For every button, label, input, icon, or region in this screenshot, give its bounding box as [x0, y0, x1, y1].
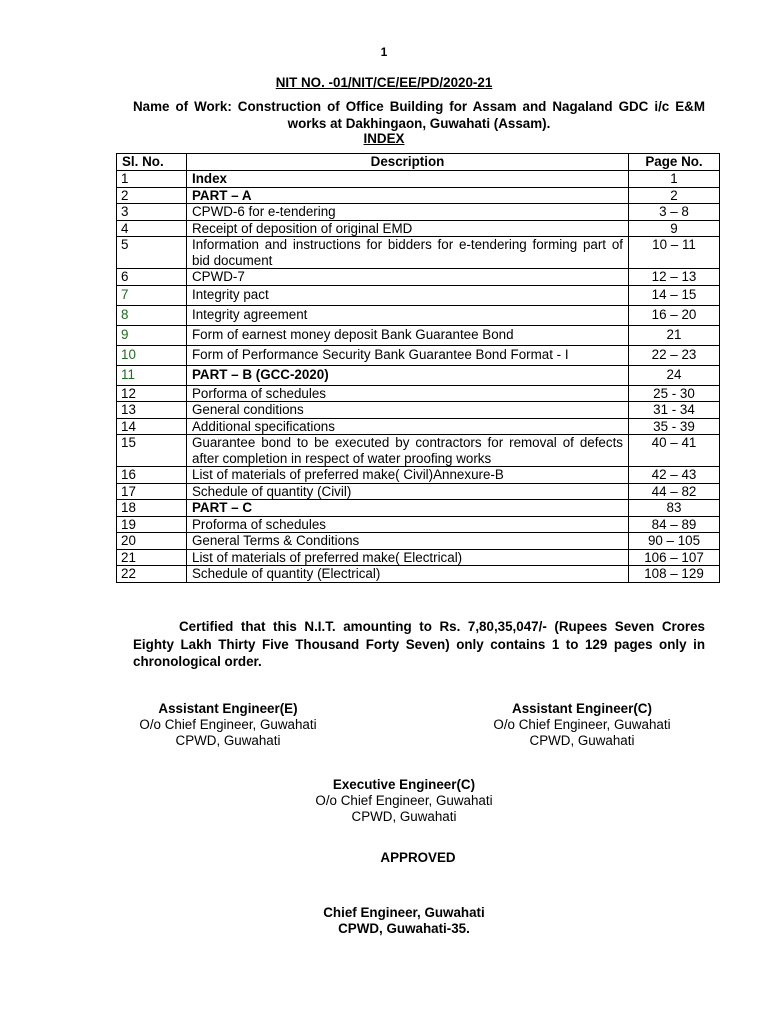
row-sl-no: 12	[117, 385, 187, 402]
signature-executive-engineer-c	[294, 777, 514, 825]
table-row	[117, 402, 720, 419]
header-description: Description	[187, 154, 629, 171]
signature-assistant-engineer-c	[472, 701, 692, 749]
row-description: Schedule of quantity (Electrical)	[187, 566, 629, 583]
row-sl-no: 11	[117, 365, 187, 385]
table-row	[117, 204, 720, 221]
row-page-no: 24	[629, 365, 720, 385]
row-sl-no: 1	[117, 171, 187, 188]
signatory-office: O/o Chief Engineer, Guwahati	[139, 717, 317, 732]
row-sl-no: 10	[117, 345, 187, 365]
table-row	[117, 533, 720, 550]
row-page-no: 16 – 20	[629, 305, 720, 325]
row-page-no: 21	[629, 325, 720, 345]
row-description: Information and instructions for bidders for e-tendering forming part of bid document	[187, 237, 629, 269]
row-description: General Terms & Conditions	[187, 533, 629, 550]
row-description: Integrity pact	[187, 285, 629, 305]
certification-text: Certified that this N.I.T. amounting to Rs. 7,80,35,047/- (Rupees Seven Crores Eighty Lakh Thirty Five Thousand Forty Seven) only contains 1 to 129 pages only in chronological order.	[133, 619, 705, 669]
row-sl-no: 6	[117, 269, 187, 286]
row-description: Guarantee bond to be executed by contractors for removal of defects after completion in respect of water proofing works	[187, 435, 629, 467]
row-sl-no: 7	[117, 285, 187, 305]
row-page-no: 10 – 11	[629, 237, 720, 269]
row-page-no: 44 – 82	[629, 483, 720, 500]
page-number: 1	[380, 45, 388, 59]
signatory-org: CPWD, Guwahati	[529, 733, 635, 748]
row-description: PART – B (GCC-2020)	[187, 365, 629, 385]
row-sl-no: 19	[117, 516, 187, 533]
row-page-no: 25 - 30	[629, 385, 720, 402]
row-page-no: 9	[629, 220, 720, 237]
signatory-org: CPWD, Guwahati-35.	[338, 921, 470, 936]
row-sl-no: 3	[117, 204, 187, 221]
row-sl-no: 18	[117, 500, 187, 517]
table-row	[117, 365, 720, 385]
index-table	[116, 153, 720, 583]
row-page-no: 83	[629, 500, 720, 517]
row-description: PART – C	[187, 500, 629, 517]
table-row	[117, 220, 720, 237]
row-page-no: 84 – 89	[629, 516, 720, 533]
row-page-no: 14 – 15	[629, 285, 720, 305]
table-row	[117, 187, 720, 204]
row-page-no: 108 – 129	[629, 566, 720, 583]
signatory-org: CPWD, Guwahati	[351, 809, 457, 824]
table-row	[117, 345, 720, 365]
signatory-office: O/o Chief Engineer, Guwahati	[315, 793, 493, 808]
index-table-body	[117, 171, 720, 583]
row-page-no: 3 – 8	[629, 204, 720, 221]
row-description: CPWD-6 for e-tendering	[187, 204, 629, 221]
row-sl-no: 8	[117, 305, 187, 325]
row-page-no: 1	[629, 171, 720, 188]
row-description: Form of earnest money deposit Bank Guarantee Bond	[187, 325, 629, 345]
row-description: List of materials of preferred make( Electrical)	[187, 549, 629, 566]
row-description: Proforma of schedules	[187, 516, 629, 533]
row-page-no: 31 - 34	[629, 402, 720, 419]
signature-chief-engineer	[294, 905, 514, 937]
table-header-row	[117, 154, 720, 171]
row-page-no: 106 – 107	[629, 549, 720, 566]
row-sl-no: 14	[117, 418, 187, 435]
row-description: Integrity agreement	[187, 305, 629, 325]
row-sl-no: 5	[117, 237, 187, 269]
row-description: Porforma of schedules	[187, 385, 629, 402]
table-row	[117, 467, 720, 484]
table-row	[117, 269, 720, 286]
row-page-no: 40 – 41	[629, 435, 720, 467]
table-row	[117, 285, 720, 305]
row-description: Form of Performance Security Bank Guarantee Bond Format - I	[187, 345, 629, 365]
row-description: General conditions	[187, 402, 629, 419]
row-description: List of materials of preferred make( Civil)Annexure-B	[187, 467, 629, 484]
table-row	[117, 237, 720, 269]
row-description: CPWD-7	[187, 269, 629, 286]
index-title: INDEX	[363, 131, 405, 146]
row-sl-no: 20	[117, 533, 187, 550]
name-of-work: Name of Work: Construction of Office Building for Assam and Nagaland GDC i/c E&M works at Dakhingaon, Guwahati (Assam).	[133, 99, 705, 131]
row-sl-no: 22	[117, 566, 187, 583]
table-row	[117, 483, 720, 500]
table-row	[117, 385, 720, 402]
row-page-no: 2	[629, 187, 720, 204]
row-sl-no: 21	[117, 549, 187, 566]
header-page-no: Page No.	[629, 154, 720, 171]
row-sl-no: 4	[117, 220, 187, 237]
signatory-org: CPWD, Guwahati	[175, 733, 281, 748]
table-row	[117, 549, 720, 566]
signatory-title: Assistant Engineer(E)	[158, 701, 298, 716]
row-page-no: 22 – 23	[629, 345, 720, 365]
row-sl-no: 16	[117, 467, 187, 484]
row-sl-no: 17	[117, 483, 187, 500]
signatory-title: Chief Engineer, Guwahati	[323, 905, 485, 920]
row-page-no: 35 - 39	[629, 418, 720, 435]
row-description: Index	[187, 171, 629, 188]
row-description: Receipt of deposition of original EMD	[187, 220, 629, 237]
table-row	[117, 500, 720, 517]
table-row	[117, 435, 720, 467]
table-row	[117, 171, 720, 188]
signature-assistant-engineer-e	[118, 701, 338, 749]
row-sl-no: 13	[117, 402, 187, 419]
row-page-no: 12 – 13	[629, 269, 720, 286]
table-row	[117, 325, 720, 345]
row-sl-no: 9	[117, 325, 187, 345]
row-description: Schedule of quantity (Civil)	[187, 483, 629, 500]
table-row	[117, 516, 720, 533]
table-row	[117, 566, 720, 583]
row-page-no: 90 – 105	[629, 533, 720, 550]
signatory-office: O/o Chief Engineer, Guwahati	[493, 717, 671, 732]
row-sl-no: 15	[117, 435, 187, 467]
row-description: Additional specifications	[187, 418, 629, 435]
row-page-no: 42 – 43	[629, 467, 720, 484]
table-row	[117, 305, 720, 325]
row-description: PART – A	[187, 187, 629, 204]
table-row	[117, 418, 720, 435]
row-sl-no: 2	[117, 187, 187, 204]
signatory-title: Executive Engineer(C)	[332, 777, 476, 792]
header-sl-no: Sl. No.	[117, 154, 187, 171]
signatory-title: Assistant Engineer(C)	[512, 701, 652, 716]
nit-number: NIT NO. -01/NIT/CE/EE/PD/2020-21	[275, 75, 493, 90]
approved-label: APPROVED	[380, 850, 456, 865]
